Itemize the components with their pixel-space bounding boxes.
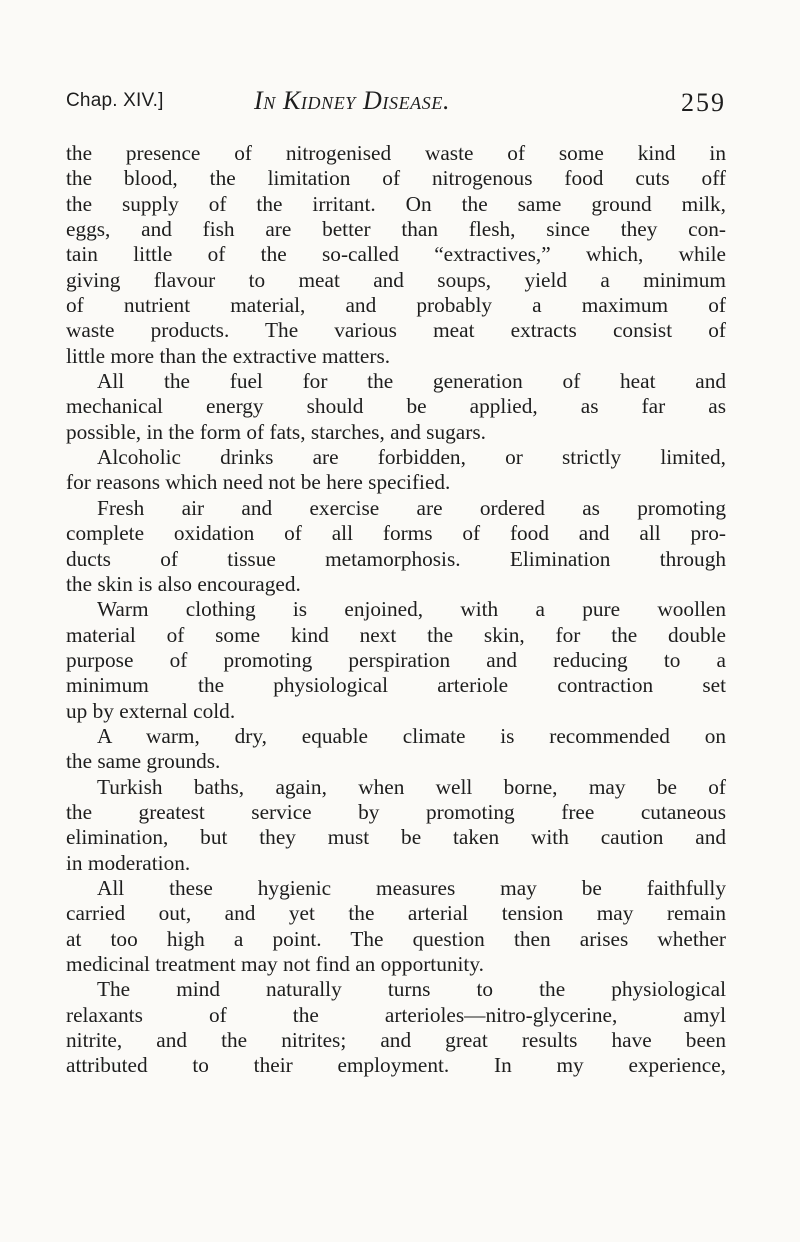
text-line: eggs, and fish are better than flesh, since they con- bbox=[66, 217, 726, 242]
text-line: the presence of nitrogenised waste of some kind in bbox=[66, 141, 726, 165]
text-line: The mind naturally turns to the physiological bbox=[97, 977, 726, 1002]
text-line: Fresh air and exercise are ordered as promoting bbox=[97, 495, 726, 520]
text-line: carried out, and yet the arterial tension may remain bbox=[66, 901, 726, 926]
paragraph bbox=[66, 445, 726, 496]
running-header bbox=[66, 86, 726, 126]
text-line: tain little of the so-called “extractives,” which, while bbox=[66, 242, 726, 267]
text-line: little more than the extractive matters. bbox=[66, 343, 391, 368]
text-line: of nutrient material, and probably a maximum of bbox=[66, 293, 726, 318]
paragraph bbox=[66, 724, 726, 775]
text-line: ducts of tissue metamorphosis. Elimination through bbox=[66, 546, 726, 571]
chapter-label: Chap. XIV.] bbox=[66, 90, 164, 111]
text-line: waste products. The various meat extracts consist of bbox=[66, 318, 726, 343]
paragraph bbox=[66, 977, 726, 1078]
text-line: complete oxidation of all forms of food and all pro- bbox=[66, 521, 726, 546]
text-line: giving flavour to meat and soups, yield a minimum bbox=[66, 267, 726, 292]
text-line: purpose of promoting perspiration and reducing to a bbox=[66, 647, 726, 672]
paragraph bbox=[66, 496, 726, 597]
text-line: the supply of the irritant. On the same ground milk, bbox=[66, 191, 726, 216]
paragraph bbox=[66, 597, 726, 724]
text-line: up by external cold. bbox=[66, 698, 236, 723]
text-line: medicinal treatment may not find an opportunity. bbox=[66, 952, 484, 976]
text-line: attributed to their employment. In my experience, bbox=[66, 1053, 726, 1078]
paragraph bbox=[66, 876, 726, 977]
text-line: Turkish baths, again, when well borne, may be of bbox=[97, 774, 726, 799]
text-line: A warm, dry, equable climate is recommended on bbox=[97, 723, 726, 748]
text-line: in moderation. bbox=[66, 850, 191, 875]
text-line: material of some kind next the skin, for the double bbox=[66, 622, 726, 647]
text-line: for reasons which need not be here specified. bbox=[66, 470, 451, 495]
text-line: mechanical energy should be applied, as far as bbox=[66, 394, 726, 419]
text-line: possible, in the form of fats, starches, and sugars. bbox=[66, 419, 486, 444]
text-line: Warm clothing is enjoined, with a pure woollen bbox=[97, 597, 726, 622]
text-line: minimum the physiological arteriole contraction set bbox=[66, 673, 726, 698]
text-line: the blood, the limitation of nitrogenous food cuts off bbox=[66, 166, 726, 191]
text-line: the greatest service by promoting free cutaneous bbox=[66, 799, 726, 824]
paragraph bbox=[66, 369, 726, 445]
page-number: 259 bbox=[681, 88, 726, 117]
text-line: at too high a point. The question then arises whether bbox=[66, 926, 726, 951]
text-line: the same grounds. bbox=[66, 749, 221, 774]
running-title: In Kidney Disease. bbox=[254, 86, 451, 115]
paragraph bbox=[66, 775, 726, 876]
body-text bbox=[66, 141, 726, 1079]
text-line: Alcoholic drinks are forbidden, or strictly limited, bbox=[97, 445, 726, 470]
text-line: the skin is also encouraged. bbox=[66, 571, 301, 596]
text-line: elimination, but they must be taken with caution and bbox=[66, 825, 726, 850]
text-line: relaxants of the arterioles—nitro-glycerine, amyl bbox=[66, 1002, 726, 1027]
paragraph bbox=[66, 141, 726, 369]
text-line: All these hygienic measures may be faithfully bbox=[97, 875, 726, 900]
text-line: All the fuel for the generation of heat and bbox=[97, 369, 726, 394]
text-line: nitrite, and the nitrites; and great results have been bbox=[66, 1028, 726, 1053]
